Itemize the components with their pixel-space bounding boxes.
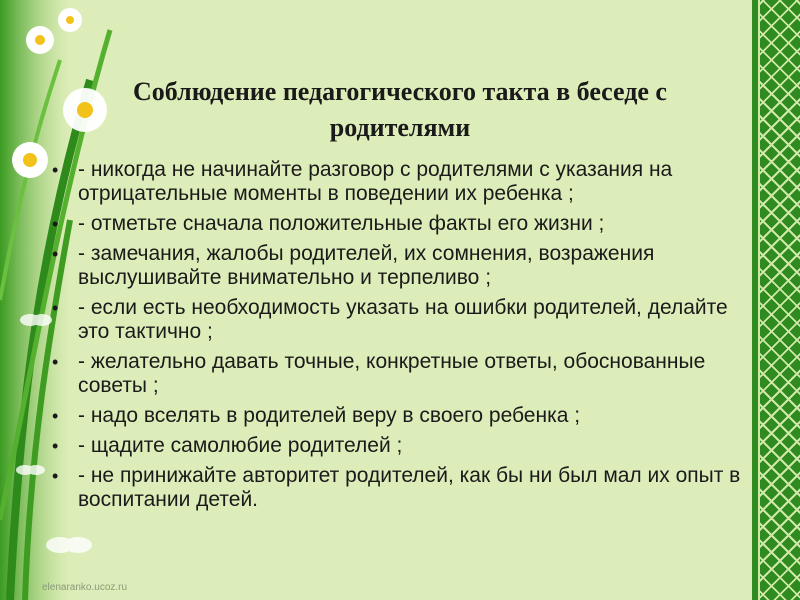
list-item <box>52 464 762 512</box>
bullet: • <box>52 406 59 426</box>
bullet: • <box>52 244 59 264</box>
list-item-text: - не принижайте авторитет родителей, как бы ни был мал их опыт в воспитании детей. <box>78 464 741 511</box>
list-item-text: - желательно давать точные, конкретные ответы, обоснованные советы ; <box>78 350 706 397</box>
list-item <box>52 296 762 344</box>
bullet: • <box>52 352 59 372</box>
list-item-text: - отметьте сначала положительные факты его жизни ; <box>78 212 605 235</box>
slide-title: Соблюдение педагогического такта в беседе с родителями <box>133 77 667 142</box>
bullet: • <box>52 160 59 180</box>
list-item-text: - никогда не начинайте разговор с родителями с указания на отрицательные моменты в поведении их ребенка ; <box>78 158 673 205</box>
list-item <box>52 350 762 398</box>
bullet: • <box>52 298 59 318</box>
list-item <box>52 242 762 290</box>
advice-list <box>52 158 762 518</box>
list-item-text: - если есть необходимость указать на ошибки родителей, делайте это тактично ; <box>78 296 728 343</box>
bullet: • <box>52 436 59 456</box>
watermark: elenaranko.ucoz.ru <box>42 582 128 593</box>
lattice-border <box>758 0 800 600</box>
list-item-text: - замечания, жалобы родителей, их сомнения, возражения выслушивайте внимательно и терпеливо ; <box>78 242 655 289</box>
list-item <box>52 158 762 206</box>
list-item-text: - щадите самолюбие родителей ; <box>78 434 403 457</box>
list-item-text: - надо вселять в родителей веру в своего ребенка ; <box>78 404 581 427</box>
bullet: • <box>52 214 59 234</box>
bullet: • <box>52 466 59 486</box>
list-item <box>52 404 762 428</box>
list-item <box>52 434 762 458</box>
list-item <box>52 212 762 236</box>
